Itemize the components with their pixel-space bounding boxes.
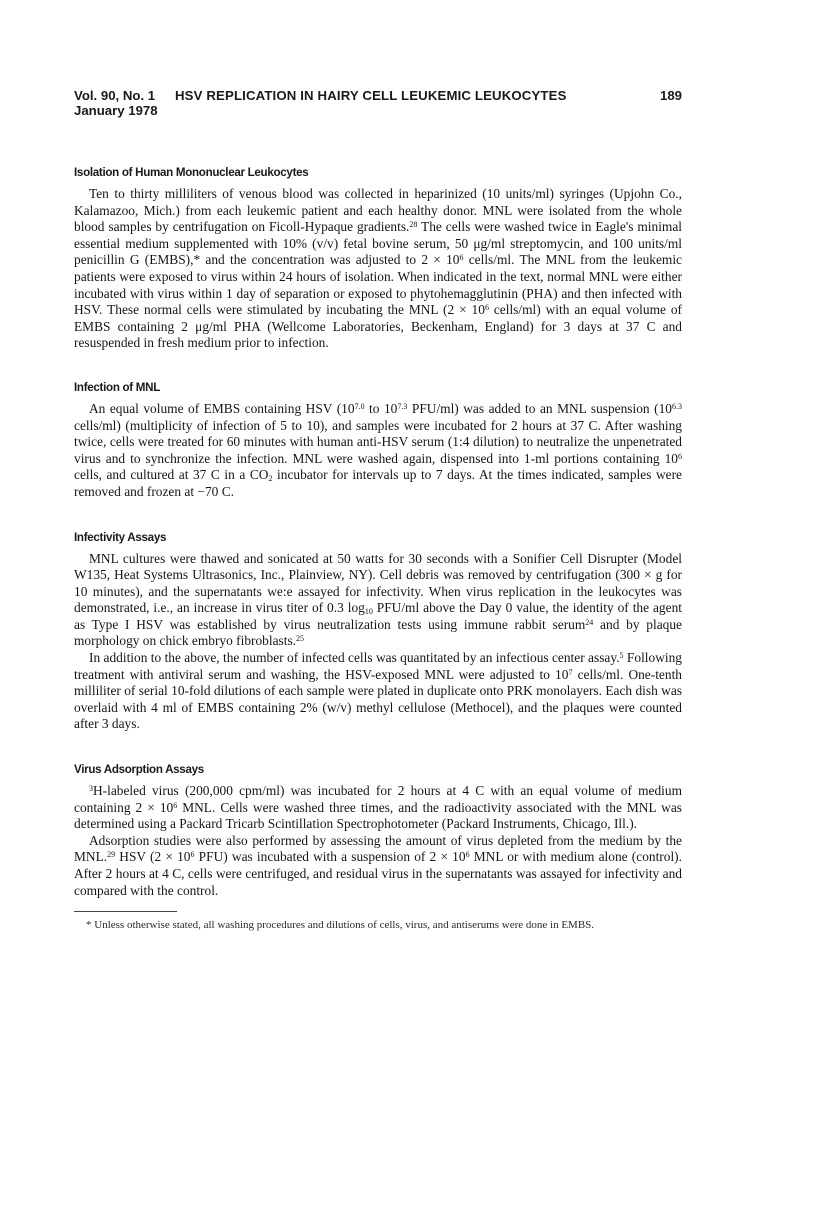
footnote: * Unless otherwise stated, all washing procedures and dilutions of cells, virus, and antiserums were done in EMBS.	[86, 919, 595, 932]
running-title: HSV REPLICATION IN HAIRY CELL LEUKEMIC LEUKOCYTES	[175, 88, 567, 103]
section-heading-infection: Infection of MNL	[74, 380, 161, 394]
page	[74, 88, 682, 933]
journal-date: January 1978	[74, 103, 158, 118]
paragraph-isolation: Ten to thirty milliliters of venous blood was collected in heparinized (10 units/ml) syringes (Upjohn Co., Kalamazoo, Mich.) from each leukemic patient and each healthy donor. MNL were isolated from the whole blood samples by centrifugation on Ficoll-Hypaque gradients.$^{28}$ The cells were washed twice in Eagle's minimal essential medium supplemented with 10% (v/v) fetal bovine serum, 50 μg/ml streptomycin, and 100 units/ml penicillin G (EMBS),* and the concentration was adjusted to $2 \times 10^6$ cells/ml. The MNL from the leukemic patients were exposed to virus within 24 hours of isolation. When indicated in the text, normal MNL were either incubated with virus within 1 day of separation or exposed to phytohemagglutinin (PHA) and then infected with HSV. These normal cells were stimulated by incubating the MNL ($2 \times 10^6$ cells/ml) with an equal volume of EMBS containing 2 μg/ml PHA (Wellcome Laboratories, Beckenham, England) for 3 days at 37 C and resuspended in fresh medium prior to infection.	[74, 186, 682, 351]
journal-volume: Vol. 90, No. 1	[74, 88, 156, 103]
paragraph-infectivity-1: MNL cultures were thawed and sonicated at 50 watts for 30 seconds with a Sonifier Cell Disrupter (Model W135, Heat Systems Ultrasonics, Inc., Plainview, NY). Cell debris was removed by centrifugation (300 × g for 10 minutes), and the supernatants we:e assayed for infectivity. When virus replication in the leukocytes was demonstrated, i.e., an increase in virus titer of 0.3 $\log_{10} PFU/ml$ above the Day 0 value, the identity of the agent as Type I HSV was established by virus neutralization tests using immune rabbit serum$^{24}$ and by plaque morphology on chick embryo fibroblasts.$^{25}$	[74, 550, 683, 649]
section-heading-infectivity: Infectivity Assays	[74, 530, 167, 544]
paragraph-adsorption-2: Adsorption studies were also performed by assessing the amount of virus depleted from the medium by the MNL.$^{29}$ HSV ($2 \times 10^6$ PFU) was incubated with a suspension of $2 \times 10^6$ MNL or with medium alone (control). After 2 hours at 4 C, cells were centrifuged, and residual virus in the supernatants was assayed for infectivity and compared with the control.	[74, 832, 682, 898]
paragraph-adsorption-1: $^3$H-labeled virus (200,000 cpm/ml) was incubated for 2 hours at 4 C with an equal volume of medium containing $2 \times 10^6$ MNL. Cells were washed three times, and the radioactivity associated with the MNL was determined using a Packard Tricarb Scintillation Spectrophotometer (Packard Instruments, Chicago, Ill.).	[74, 783, 682, 832]
paragraph-infection: An equal volume of EMBS containing HSV ($10^{7.0}$ to $10^{7.3}$ PFU/ml) was added to an MNL suspension ($10^{6.3}$ cells/ml) (multiplicity of infection of 5 to 10), and samples were incubated for 2 hours at 37 C. After washing twice, cells were treated for 60 minutes with human anti-HSV serum (1:4 dilution) to neutralize the unpenetrated virus and to synchronize the infection. MNL were washed again, dispensed into 1-ml portions containing $10^6$ cells, and cultured at 37 C in a $CO_2$ incubator for intervals up to 7 days. At the times indicated, samples were removed and frozen at −70 C.	[74, 400, 682, 499]
running-header	[74, 88, 682, 118]
section-heading-adsorption: Virus Adsorption Assays	[74, 763, 204, 777]
page-number: 189	[659, 88, 682, 103]
section-heading-isolation: Isolation of Human Mononuclear Leukocytes	[74, 166, 309, 179]
paragraph-infectivity-2: In addition to the above, the number of infected cells was quantitated by an infectious center assay.$^5$ Following treatment with antiviral serum and washing, the HSV-exposed MNL were adjusted to $10^7$ cells/ml. One-tenth milliliter of serial 10-fold dilutions of each sample were plated in duplicate onto PRK monolayers. Each dish was overlaid with 4 ml of EMBS containing 2% (w/v) methyl cellulose (Methocel), and the plaques were counted after 3 days.	[74, 650, 682, 732]
